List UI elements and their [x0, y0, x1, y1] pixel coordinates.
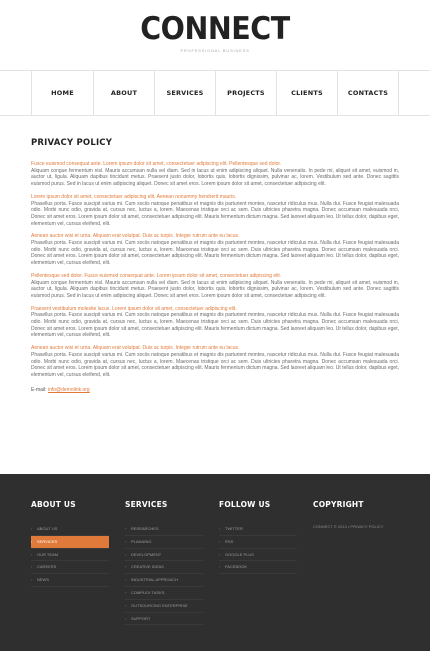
page-title: PRIVACY POLICY	[31, 138, 113, 148]
policy-section	[31, 161, 399, 188]
nav-item-projects[interactable]: PROJECTS	[215, 71, 276, 115]
email-link[interactable]: info@demolink.org	[47, 386, 90, 393]
nav-item-contacts[interactable]: CONTACTS	[337, 71, 399, 115]
section-heading: Aenean auctor wisi et urna. Aliquam erat volutpat. Duis ac turpis. Integer rutrum ante eu lacus.	[31, 233, 240, 240]
policy-section	[31, 233, 399, 267]
policy-section	[31, 194, 399, 228]
section-body: Aliquam congue fermentum nisl. Mauris accumsan nulla vel diam. Sed in lacus ut enim adipiscing aliquet. Nulla venenatis. In pede mi, aliquet sit amet, euismod in, auctor ut, ligula. Aliquam dapibus tincidunt metus. Praesent justo dolor, lobortis quis, lobortis dignissim, pulvinar ac, lorem. Vestibulum sed ante. Donec sagittis euismod purus. Sed in lacus ut enim adipiscing aliquet. Donec sit amet eros. Lorem ipsum dolor sit amet, consectetuer adipiscing elit.	[31, 279, 399, 299]
site-footer	[0, 474, 430, 651]
footer-link-twitter[interactable]: › TWITTER	[219, 523, 297, 536]
footer-link-creative-ideas[interactable]: › CREATIVE IDEAS	[125, 561, 203, 574]
site-logo[interactable]: CONNECT	[140, 11, 290, 47]
section-heading: Lorem ipsum dolor sit amet, consectetuer adipiscing elit. Aenean nonummy hendrerit mauris.	[31, 193, 237, 200]
section-body: Phasellus porta. Fusce suscipit varius mi. Cum sociis natoque penatibus et magnis dis parturient montes, nascetur ridiculus mus. Nulla dui. Fusce feugiat malesuada odio. Morbi nunc odio, gravida at, cursus nec, luctus a, lorem. Maecenas tristique orci ac sem. Duis ultricies pharetra magna. Donec accumsan malesuada orci. Donec sit amet eros. Lorem ipsum dolor sit amet, consectetuer adipiscing elit. Mauris fermentum dictum magna. Sed laoreet aliquam leo. Ut tellus dolor, dapibus eget, elementum vel, cursus eleifend, elit.	[31, 351, 399, 378]
footer-services-title: SERVICES	[125, 500, 168, 509]
section-heading: Aenean auctor wisi et urna. Aliquam erat volutpat. Duis ac turpis. Integer rutrum ante eu lacus.	[31, 345, 240, 352]
main-content	[31, 138, 399, 393]
policy-section	[31, 273, 399, 300]
footer-link-news[interactable]: › NEWS	[31, 574, 109, 587]
nav-item-home[interactable]: HOME	[31, 71, 93, 115]
site-header	[0, 0, 430, 70]
nav-item-services[interactable]: SERVICES	[154, 71, 215, 115]
footer-link-researches[interactable]: › RESEARCHES	[125, 523, 203, 536]
email-label: E-mail:	[31, 386, 47, 393]
footer-link-outsourcing-enterprise[interactable]: › OUTSOURCING ENTERPRISE	[125, 600, 203, 613]
contact-email	[31, 387, 399, 393]
footer-link-industrial-approach[interactable]: › INDUSTRIAL APPROACH	[125, 574, 203, 587]
footer-link-planning[interactable]: › PLANNING	[125, 536, 203, 549]
footer-link-about-us[interactable]: › ABOUT US	[31, 523, 109, 536]
policy-section	[31, 306, 399, 340]
section-body: Phasellus porta. Fusce suscipit varius mi. Cum sociis natoque penatibus et magnis dis parturient montes, nascetur ridiculus mus. Nulla dui. Fusce feugiat malesuada odio. Morbi nunc odio, gravida at, cursus nec, luctus a, lorem. Maecenas tristique orci ac sem. Duis ultricies pharetra magna. Donec accumsan malesuada orci. Donec sit amet eros. Lorem ipsum dolor sit amet, consectetuer adipiscing elit. Mauris fermentum dictum magna. Sed laoreet aliquam leo. Ut tellus dolor, dapibus eget, elementum vel, cursus eleifend, elit.	[31, 200, 399, 227]
nav-item-about[interactable]: ABOUT	[93, 71, 154, 115]
footer-copyright-title: COPYRIGHT	[313, 500, 364, 509]
footer-link-careers[interactable]: › CAREERS	[31, 561, 109, 574]
section-heading: Fusce euismod consequat ante. Lorem ipsum dolor sit amet, consectetuer adipiscing elit. Pellentesque sed dolor.	[31, 161, 282, 167]
footer-link-our-team[interactable]: › OUR TEAM	[31, 549, 109, 562]
footer-link-facebook[interactable]: › FACEBOOK	[219, 561, 297, 574]
section-heading: Pellentesque sed dolor. Fusce euismod consequat ante. Lorem ipsum dolor sit amet, consectetuer adipiscing elit.	[31, 272, 282, 279]
footer-link-google-plus[interactable]: › GOOGLE PLUS	[219, 549, 297, 562]
footer-link-services[interactable]: › SERVICES	[31, 536, 109, 549]
section-body: Phasellus porta. Fusce suscipit varius mi. Cum sociis natoque penatibus et magnis dis parturient montes, nascetur ridiculus mus. Nulla dui. Fusce feugiat malesuada odio. Morbi nunc odio, gravida at, cursus nec, luctus a, lorem. Maecenas tristique orci ac sem. Duis ultricies pharetra magna. Donec accumsan malesuada orci. Donec sit amet eros. Lorem ipsum dolor sit amet, consectetuer adipiscing elit. Mauris fermentum dictum magna. Sed laoreet aliquam leo. Ut tellus dolor, dapibus eget, elementum vel, cursus eleifend, elit.	[31, 312, 399, 339]
footer-about-title: ABOUT US	[31, 500, 76, 509]
nav-item-clients[interactable]: CLIENTS	[276, 71, 337, 115]
footer-follow-column	[219, 500, 297, 574]
footer-link-support[interactable]: › SUPPORT	[125, 613, 203, 626]
footer-services-column	[125, 500, 203, 625]
main-nav	[0, 70, 430, 116]
footer-link-complex-tasks[interactable]: › COMPLEX TASKS	[125, 587, 203, 600]
footer-copyright-column	[313, 500, 403, 531]
footer-link-development[interactable]: › DEVELOPMENT	[125, 549, 203, 562]
section-body: Phasellus porta. Fusce suscipit varius mi. Cum sociis natoque penatibus et magnis dis parturient montes, nascetur ridiculus mus. Nulla dui. Fusce feugiat malesuada odio. Morbi nunc odio, gravida at, cursus nec, luctus a, lorem. Maecenas tristique orci ac sem. Duis ultricies pharetra magna. Donec accumsan malesuada orci. Donec sit amet eros. Lorem ipsum dolor sit amet, consectetuer adipiscing elit. Mauris fermentum dictum magna. Sed laoreet aliquam leo. Ut tellus dolor, dapibus eget, elementum vel, cursus eleifend, elit.	[31, 240, 399, 267]
section-body: Aliquam congue fermentum nisl. Mauris accumsan nulla vel diam. Sed in lacus ut enim adipiscing aliquet. Nulla venenatis. In pede mi, aliquet sit amet, euismod in, auctor ut, ligula. Aliquam dapibus tincidunt metus. Praesent justo dolor, lobortis quis, lobortis dignissim, pulvinar ac, lorem. Vestibulum sed ante. Donec sagittis euismod purus. Sed in lacus ut enim adipiscing aliquet. Donec sit amet eros. Lorem ipsum dolor sit amet, consectetuer adipiscing elit.	[31, 167, 399, 188]
section-heading: Praesent vestibulum molestie lacus. Lorem ipsum dolor sit amet, consectetuer adipiscing elit.	[31, 305, 237, 312]
policy-section	[31, 345, 399, 379]
site-tagline: PROFESSIONAL BUSINESS	[180, 48, 250, 53]
footer-about-column	[31, 500, 109, 587]
footer-follow-title: FOLLOW US	[219, 500, 271, 509]
footer-link-rss[interactable]: › RSS	[219, 536, 297, 549]
copyright-text: CONNECT © 2013 • PRIVACY POLICY	[313, 524, 384, 529]
